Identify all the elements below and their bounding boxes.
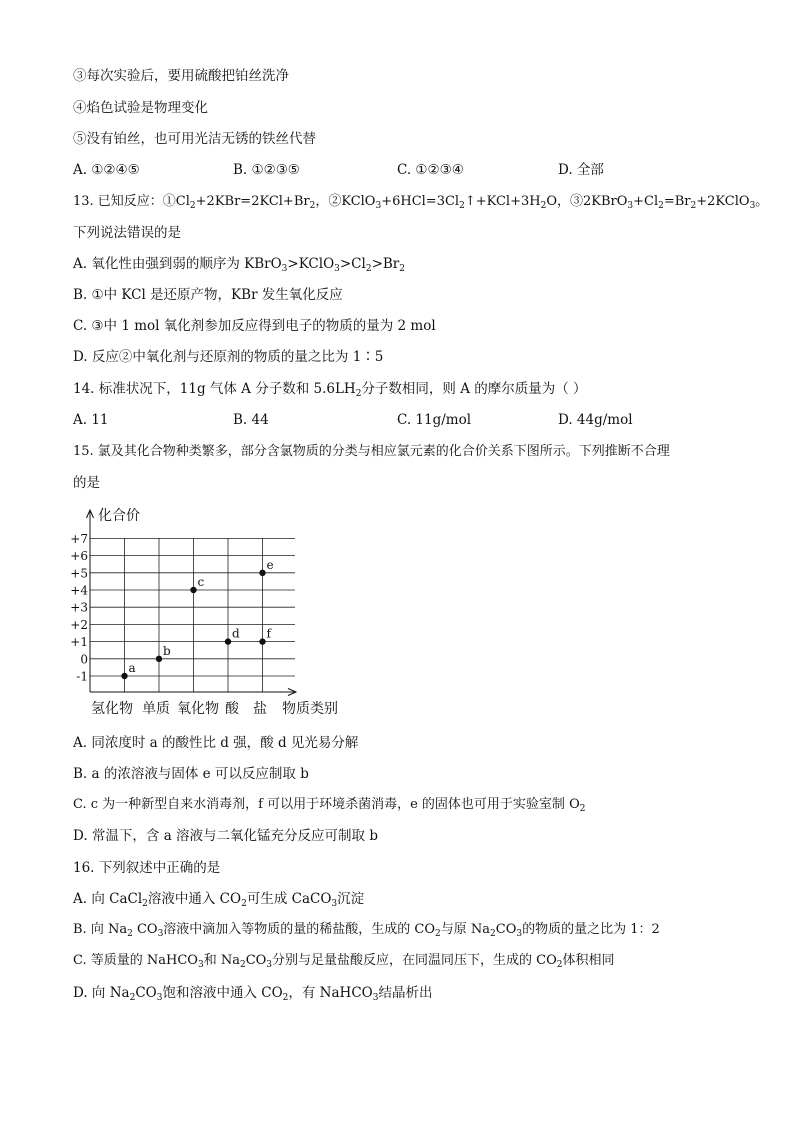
q13-option-b: B. ①中 KCl 是还原产物，KBr 发生氧化反应 <box>73 287 343 303</box>
q13-option-a: A. 氧化性由强到弱的顺序为 $KBrO_3>KClO_3>Cl_2>Br_2$ <box>73 256 405 274</box>
y-tick-label: 0 <box>80 652 88 667</box>
q16-option-c: C. 等质量的 NaHCO$_3$和 $Na_2CO_3$分别与足量盐酸反应，在同温同压下，生成的 $CO_2$体积相同 <box>73 953 615 970</box>
q12-item-3: ③每次实验后，要用硫酸把铂丝洗净 <box>73 68 289 84</box>
q12-item-4: ④焰色试验是物理变化 <box>73 100 208 116</box>
data-point-f <box>259 638 265 644</box>
data-point-label-d: d <box>232 626 240 641</box>
x-category-label: 氢化物 <box>91 701 133 717</box>
x-category-label: 氧化物 <box>177 701 219 717</box>
q13-stem: 13. 已知反应：$①Cl_2+2KBr=2KCl+Br_2$，$②KClO_3+6HCl=3Cl_2↑+KCl+3H_2O$，$③2KBrO_3+Cl_2=Br_2+2KClO_3$。 <box>73 194 769 211</box>
q12-option-d: D. 全部 <box>558 162 604 178</box>
data-point-label-a: a <box>128 661 136 675</box>
data-point-e <box>259 570 265 576</box>
q15-option-a: A. 同浓度时 a 的酸性比 d 强，酸 d 见光易分解 <box>73 735 359 751</box>
q12-option-a: A. ①②④⑤ <box>73 162 140 178</box>
valence-chart <box>70 502 360 720</box>
chart-x-categories <box>91 700 267 717</box>
data-point-c <box>190 587 196 593</box>
chart-grid <box>90 538 295 692</box>
q15-stem-line1: 15. 氯及其化合物种类繁多，部分含氯物质的分类与相应氯元素的化合价关系下图所示。下列推断不合理 <box>73 444 670 459</box>
chart-points <box>121 558 273 679</box>
q13-option-c: C. ③中 1 mol 氧化剂参加反应得到电子的物质的量为 2 mol <box>73 318 436 334</box>
q13-stem-line2: 下列说法错误的是 <box>73 225 181 241</box>
data-point-a <box>121 673 127 679</box>
q15-option-d: D. 常温下，含 a 溶液与二氧化锰充分反应可制取 b <box>73 828 378 844</box>
q14-option-b: B. 44 <box>233 412 269 428</box>
q15-stem-line2: 的是 <box>73 475 100 491</box>
q16-option-d: D. 向 $Na_2CO_3$饱和溶液中通入 $CO_2$，有 NaHCO$_3$结晶析出 <box>73 985 433 1003</box>
x-category-label: 酸 <box>225 701 239 717</box>
y-tick-label: +7 <box>70 531 88 546</box>
q16-stem: 16. 下列叙述中正确的是 <box>73 860 221 876</box>
q16-option-a: A. 向 CaCl$_2$溶液中通入 $CO_2$可生成 CaCO$_3$沉淀 <box>73 891 365 909</box>
q12-option-b: B. ①②③⑤ <box>233 162 300 178</box>
q13-option-d: D. 反应②中氧化剂与还原剂的物质的量之比为 1∶5 <box>73 349 384 365</box>
x-category-label: 单质 <box>142 701 170 717</box>
q15-option-b: B. a 的浓溶液与固体 e 可以反应制取 b <box>73 766 309 782</box>
chart-y-label: 化合价 <box>98 508 140 524</box>
q14-option-d: D. 44g/mol <box>558 412 633 428</box>
q15-option-c: C. c 为一种新型自来水消毒剂，f 可以用于环境杀菌消毒，e 的固体也可用于实验室制 $O_2$ <box>73 797 586 814</box>
y-tick-label: +2 <box>70 617 88 632</box>
data-point-label-c: c <box>197 575 205 589</box>
q12-option-c: C. ①②③④ <box>397 162 464 178</box>
data-point-label-b: b <box>163 643 171 658</box>
y-tick-label: +1 <box>70 635 88 650</box>
chart-x-label: 物质类别 <box>282 701 338 717</box>
y-tick-label: +6 <box>70 549 88 564</box>
q12-item-5: ⑤没有铂丝，也可用光洁无锈的铁丝代替 <box>73 131 316 147</box>
data-point-label-e: e <box>266 557 274 572</box>
x-category-label: 盐 <box>253 701 267 717</box>
y-tick-label: +4 <box>70 583 88 598</box>
data-point-d <box>225 638 231 644</box>
q14-stem: 14. 标准状况下，11g 气体 A 分子数和 $5.6LH_2$分子数相同，则 A 的摩尔质量为（ ） <box>73 381 587 399</box>
data-point-label-f: f <box>266 626 271 641</box>
q14-option-a: A. 11 <box>73 412 109 428</box>
y-tick-label: +5 <box>70 566 88 581</box>
y-tick-label: -1 <box>76 669 88 684</box>
q16-option-b: B. 向 $Na_2$ $CO_3$溶液中滴加入等物质的量的稀盐酸，生成的 $CO_2$与原 $Na_2CO_3$的物质的量之比为 1：2 <box>73 922 660 939</box>
chart-y-ticks <box>70 532 88 684</box>
y-tick-label: +3 <box>70 600 88 615</box>
chart-axes <box>87 510 297 696</box>
q14-option-c: C. 11g/mol <box>397 412 472 428</box>
data-point-b <box>156 656 162 662</box>
